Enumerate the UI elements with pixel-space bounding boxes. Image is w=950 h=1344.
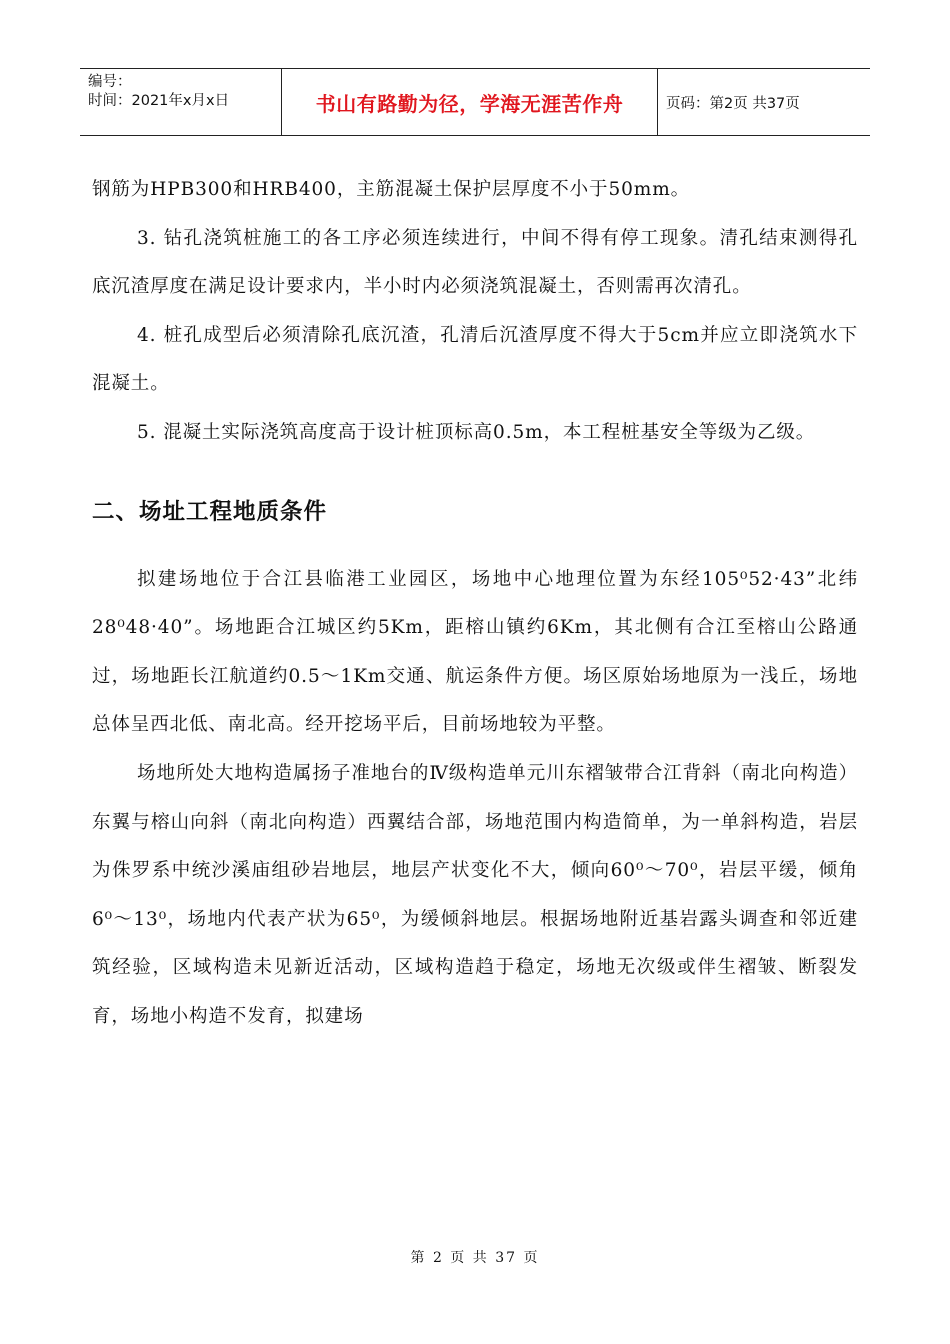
header-motto: 书山有路勤为径，学海无涯苦作舟 [282, 69, 658, 135]
document-time: 时间：2021年x月x日 [88, 93, 230, 109]
header-page-info: 页码：第2页 共37页 [666, 95, 800, 112]
paragraph-rebar: 钢筋为HPB300和HRB400，主筋混凝土保护层厚度不小于50mm。 [92, 179, 691, 200]
paragraph-item-4: 4. 桩孔成型后必须清除孔底沉渣，孔清后沉渣厚度不得大于5cm并应立即浇筑水下混凝土。 [92, 324, 858, 395]
section-heading: 二、场址工程地质条件 [92, 498, 328, 525]
paragraph-site-location: 拟建场地位于合江县临港工业园区，场地中心地理位置为东经105⁰52·43”北纬28⁰48·40”。场地距合江城区约5Km，距榕山镇约6Km，其北侧有合江至榕山公路通过，场地距长江航道约0.5～1Km交通、航运条件方便。场区原始场地原为一浅丘，场地总体呈西北低、南北高。经开挖场平后，目前场地较为平整。 [92, 568, 858, 736]
paragraph-item-3: 3. 钻孔浇筑桩施工的各工序必须连续进行，中间不得有停工现象。清孔结束测得孔底沉渣厚度在满足设计要求内，半小时内必须浇筑混凝土，否则需再次清孔。 [92, 227, 858, 298]
page-header [80, 68, 870, 136]
page-footer: 第 2 页 共 37 页 [410, 1250, 540, 1266]
paragraph-item-5: 5. 混凝土实际浇筑高度高于设计桩顶标高0.5m，本工程桩基安全等级为乙级。 [137, 421, 816, 443]
header-meta [80, 69, 282, 135]
document-number-label: 编号： [88, 74, 132, 90]
document-body [92, 166, 858, 1042]
paragraph-geologic-structure: 场地所处大地构造属扬子准地台的Ⅳ级构造单元川东褶皱带合江背斜（南北向构造）东翼与榕山向斜（南北向构造）西翼结合部，场地范围内构造简单，为一单斜构造，岩层为侏罗系中统沙溪庙组砂岩地层，地层产状变化不大，倾向60⁰～70⁰，岩层平缓，倾角6⁰～13⁰，场地内代表产状为65⁰，为缓倾斜地层。根据场地附近基岩露头调查和邻近建筑经验，区域构造未见新近活动，区域构造趋于稳定，场地无次级或伴生褶皱、断裂发育，场地小构造不发育，拟建场 [92, 762, 858, 1027]
